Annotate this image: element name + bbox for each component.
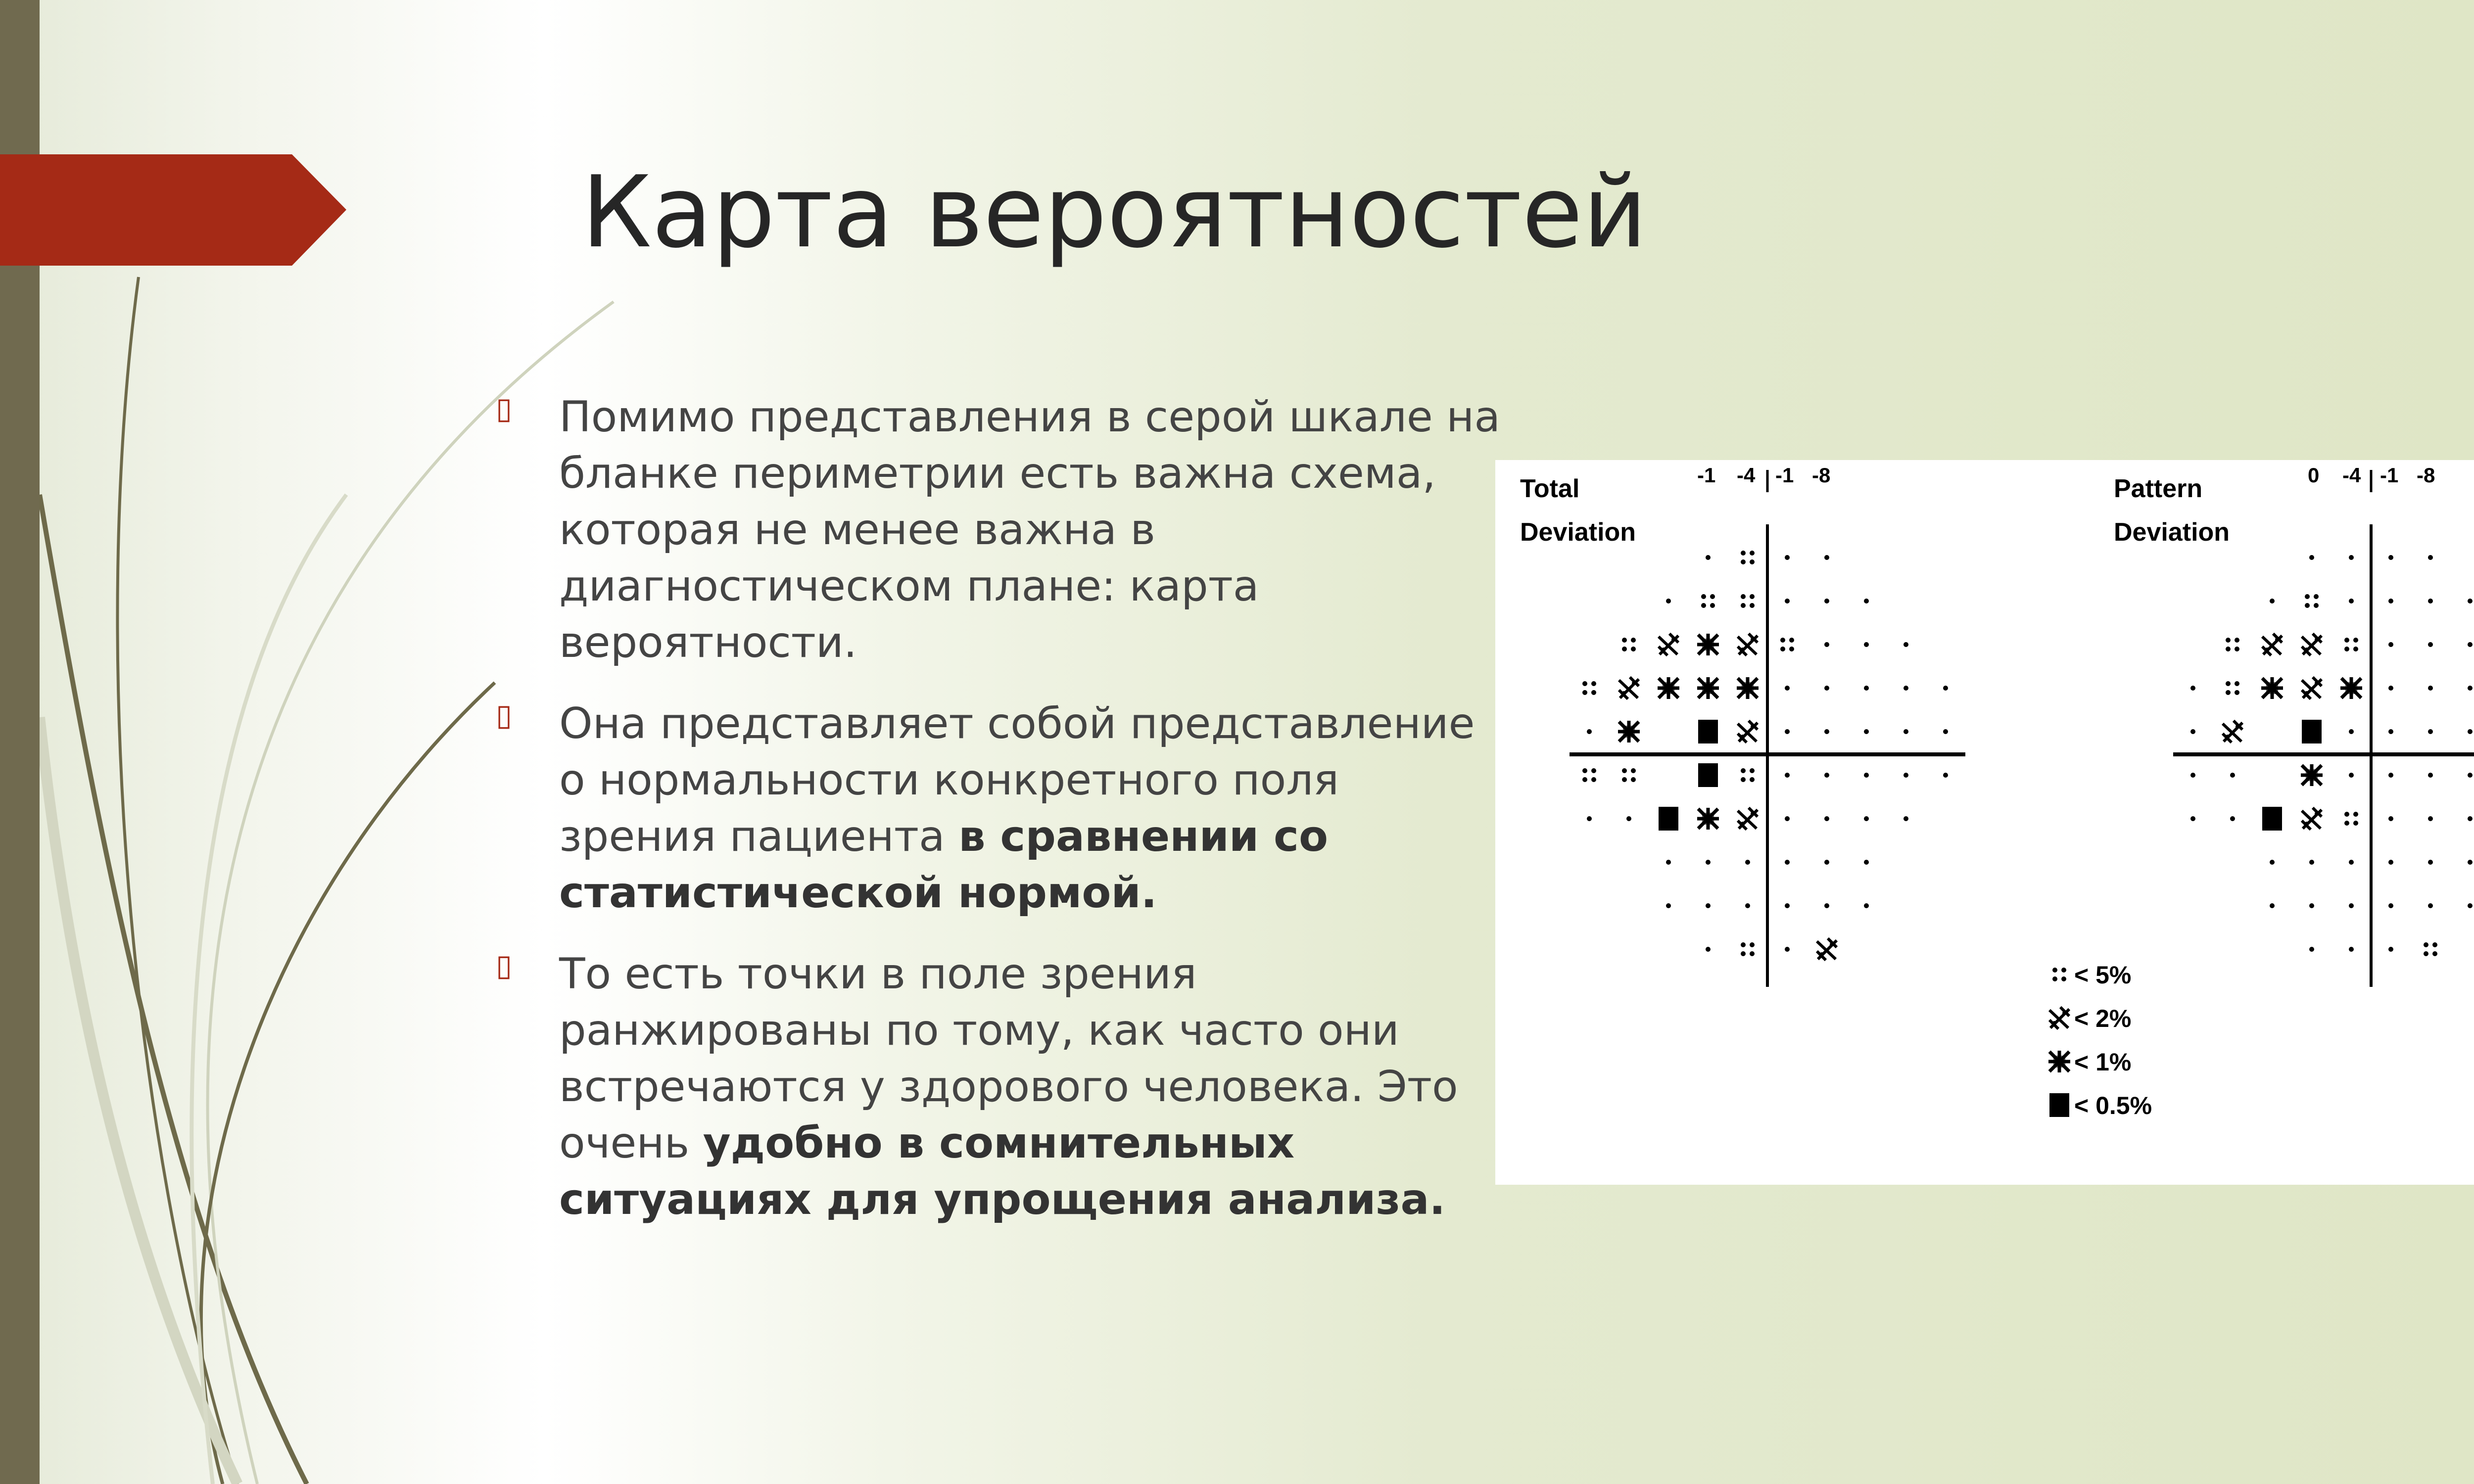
legend-label: < 0.5% — [2074, 1092, 2152, 1119]
dot-symbol — [1785, 686, 1790, 691]
dot-symbol — [1785, 860, 1790, 865]
dot-symbol — [2388, 947, 2393, 952]
total-deviation-plot — [1520, 464, 1965, 987]
dot-symbol — [1824, 642, 1829, 647]
p2-symbol — [1659, 634, 1678, 655]
scale-tick-label: -1 — [1697, 464, 1716, 487]
bullet-marker-icon: ▯ — [496, 948, 513, 983]
dot-symbol — [1864, 903, 1869, 908]
p5-symbol — [2226, 638, 2239, 651]
p05-symbol — [2049, 1093, 2069, 1117]
dot-symbol — [1864, 816, 1869, 821]
total-deviation-label-1: Total — [1520, 474, 1580, 503]
p5-symbol — [1622, 638, 1636, 651]
p1-symbol — [2340, 677, 2362, 699]
bullet-text: Помимо представления в серой шкале на бланке периметрии есть важна схема, которая не менее важна в диагностическом плане: карта вероятности. — [559, 392, 1501, 667]
dot-symbol — [2428, 642, 2433, 647]
dot-symbol — [1864, 729, 1869, 734]
dot-symbol — [1666, 860, 1671, 865]
p2-symbol — [2302, 634, 2322, 655]
p5-symbol — [1741, 594, 1755, 608]
dot-symbol — [1785, 729, 1790, 734]
p05-symbol — [2302, 720, 2322, 743]
p5-symbol — [1780, 638, 1794, 651]
dot-symbol — [1864, 773, 1869, 778]
dot-symbol — [2388, 642, 2393, 647]
p5-symbol — [1741, 768, 1755, 782]
dot-symbol — [2428, 599, 2433, 603]
p2-symbol — [2302, 677, 2322, 699]
bullet-item — [496, 946, 1509, 1228]
title-accent-arrow — [0, 154, 346, 266]
p1-symbol — [2048, 1051, 2070, 1072]
dot-symbol — [2468, 686, 2473, 691]
dot-symbol — [1824, 686, 1829, 691]
dot-symbol — [2190, 686, 2195, 691]
total-deviation-scale — [1697, 464, 1830, 487]
dot-symbol — [2428, 729, 2433, 734]
dot-symbol — [1824, 903, 1829, 908]
bullet-text: То есть точки в поле зрения ранжированы по тому, как часто они встречаются у здорового человека. Это очень — [559, 949, 1458, 1168]
dot-symbol — [1785, 816, 1790, 821]
p2-symbol — [1738, 721, 1758, 742]
p2-symbol — [2302, 808, 2322, 830]
dot-symbol — [1903, 773, 1908, 778]
dot-symbol — [1824, 773, 1829, 778]
p1-symbol — [2301, 764, 2323, 786]
dot-symbol — [2428, 816, 2433, 821]
dot-symbol — [1903, 816, 1908, 821]
p5-symbol — [1582, 768, 1596, 782]
dot-symbol — [2468, 773, 2473, 778]
bullet-item — [496, 696, 1509, 921]
dot-symbol — [2349, 555, 2354, 560]
scale-tick-label: 0 — [2308, 464, 2320, 487]
dot-symbol — [1706, 903, 1711, 908]
dot-symbol — [1706, 555, 1711, 560]
legend-label: < 1% — [2074, 1048, 2132, 1076]
p5-symbol — [1701, 594, 1715, 608]
pattern-deviation-label-2: Deviation — [2114, 518, 2230, 547]
dot-symbol — [1745, 860, 1750, 865]
dot-symbol — [1903, 686, 1908, 691]
p05-symbol — [1698, 720, 1718, 743]
p5-symbol — [2226, 681, 2239, 695]
p5-symbol — [1741, 942, 1755, 956]
dot-symbol — [1864, 686, 1869, 691]
dot-symbol — [2190, 816, 2195, 821]
p1-symbol — [1658, 677, 1679, 699]
dot-symbol — [2428, 686, 2433, 691]
dot-symbol — [1824, 555, 1829, 560]
dot-symbol — [1903, 729, 1908, 734]
p2-symbol — [1619, 677, 1639, 699]
p2-symbol — [1817, 938, 1837, 960]
p5-symbol — [2305, 594, 2319, 608]
dot-symbol — [1626, 816, 1631, 821]
scale-tick-label: -1 — [1775, 464, 1794, 487]
dot-symbol — [2190, 773, 2195, 778]
p5-symbol — [1622, 768, 1636, 782]
bullet-text: Она представляет собой представление о нормальности конкретного поля зрения пациента — [559, 699, 1475, 861]
p1-symbol — [1697, 677, 1719, 699]
dot-symbol — [1745, 903, 1750, 908]
dot-symbol — [2309, 555, 2314, 560]
scale-tick-label: -4 — [2342, 464, 2361, 487]
dot-symbol — [2349, 947, 2354, 952]
dot-symbol — [2388, 773, 2393, 778]
bullet-text-bold: удобно в сомнительных ситуациях для упрощения анализа. — [559, 1118, 1446, 1224]
dot-symbol — [2468, 903, 2473, 908]
dot-symbol — [2270, 860, 2275, 865]
dot-symbol — [2309, 903, 2314, 908]
p05-symbol — [1698, 763, 1718, 787]
scale-tick-label: -1 — [2380, 464, 2399, 487]
p5-symbol — [2052, 968, 2066, 981]
p2-symbol — [1738, 634, 1758, 655]
p2-symbol — [2049, 1007, 2069, 1029]
dot-symbol — [2468, 642, 2473, 647]
bullet-text-bold: в сравнении со статистической нормой. — [559, 812, 1329, 918]
dot-symbol — [2468, 729, 2473, 734]
p1-symbol — [1697, 634, 1719, 655]
dot-symbol — [1587, 729, 1592, 734]
dot-symbol — [1864, 860, 1869, 865]
dot-symbol — [2270, 599, 2275, 603]
dot-symbol — [2349, 903, 2354, 908]
dot-symbol — [2349, 729, 2354, 734]
dot-symbol — [2388, 599, 2393, 603]
scale-tick-label: -4 — [1737, 464, 1756, 487]
p5-symbol — [2344, 638, 2358, 651]
dot-symbol — [2230, 773, 2235, 778]
p2-symbol — [2223, 721, 2242, 742]
legend-label: < 2% — [2074, 1005, 2132, 1032]
probability-map-figure — [1495, 460, 2474, 1185]
slide-title: Карта вероятностей — [581, 155, 1647, 270]
p2-symbol — [1738, 808, 1758, 830]
bullet-marker-icon: ▯ — [496, 698, 513, 733]
dot-symbol — [2309, 860, 2314, 865]
bullet-list — [496, 389, 1509, 1252]
dot-symbol — [2190, 729, 2195, 734]
dot-symbol — [2388, 686, 2393, 691]
p5-symbol — [1741, 551, 1755, 564]
p05-symbol — [2262, 807, 2282, 831]
dot-symbol — [2388, 860, 2393, 865]
dot-symbol — [2349, 860, 2354, 865]
p05-symbol — [1659, 807, 1678, 831]
probability-legend — [2048, 961, 2152, 1119]
dot-symbol — [2468, 860, 2473, 865]
dot-symbol — [2388, 816, 2393, 821]
dot-symbol — [2388, 555, 2393, 560]
pattern-deviation-plot — [2114, 464, 2474, 987]
dot-symbol — [1824, 860, 1829, 865]
dot-symbol — [1824, 729, 1829, 734]
total-deviation-label-2: Deviation — [1520, 518, 1636, 547]
dot-symbol — [1666, 903, 1671, 908]
dot-symbol — [1864, 599, 1869, 603]
dot-symbol — [1785, 555, 1790, 560]
dot-symbol — [1785, 599, 1790, 603]
p2-symbol — [2262, 634, 2282, 655]
dot-symbol — [2230, 816, 2235, 821]
dot-symbol — [1666, 599, 1671, 603]
p5-symbol — [2344, 812, 2358, 826]
scale-tick-label: -8 — [1812, 464, 1831, 487]
dot-symbol — [2468, 816, 2473, 821]
dot-symbol — [2270, 903, 2275, 908]
dot-symbol — [2349, 773, 2354, 778]
dot-symbol — [2468, 599, 2473, 603]
dot-symbol — [1943, 686, 1948, 691]
dot-symbol — [1785, 947, 1790, 952]
dot-symbol — [2388, 903, 2393, 908]
p1-symbol — [1737, 677, 1759, 699]
dot-symbol — [1943, 773, 1948, 778]
dot-symbol — [1785, 903, 1790, 908]
scale-tick-label: -8 — [2417, 464, 2435, 487]
dot-symbol — [1706, 860, 1711, 865]
dot-symbol — [1903, 642, 1908, 647]
dot-symbol — [1864, 642, 1869, 647]
dot-symbol — [2428, 860, 2433, 865]
legend-label: < 5% — [2074, 961, 2132, 989]
p1-symbol — [1697, 808, 1719, 830]
p5-symbol — [1582, 681, 1596, 695]
bullet-marker-icon: ▯ — [496, 391, 513, 426]
p5-symbol — [2424, 942, 2437, 956]
bullet-item — [496, 389, 1509, 671]
dot-symbol — [2428, 773, 2433, 778]
dot-symbol — [1587, 816, 1592, 821]
pattern-deviation-label-1: Pattern — [2114, 474, 2203, 503]
dot-symbol — [1706, 947, 1711, 952]
dot-symbol — [2388, 729, 2393, 734]
dot-symbol — [1824, 816, 1829, 821]
dot-symbol — [1943, 729, 1948, 734]
dot-symbol — [2428, 555, 2433, 560]
dot-symbol — [2349, 599, 2354, 603]
p1-symbol — [1618, 721, 1640, 742]
dot-symbol — [2428, 903, 2433, 908]
dot-symbol — [2309, 947, 2314, 952]
dot-symbol — [1824, 599, 1829, 603]
dot-symbol — [1785, 773, 1790, 778]
p1-symbol — [2261, 677, 2283, 699]
